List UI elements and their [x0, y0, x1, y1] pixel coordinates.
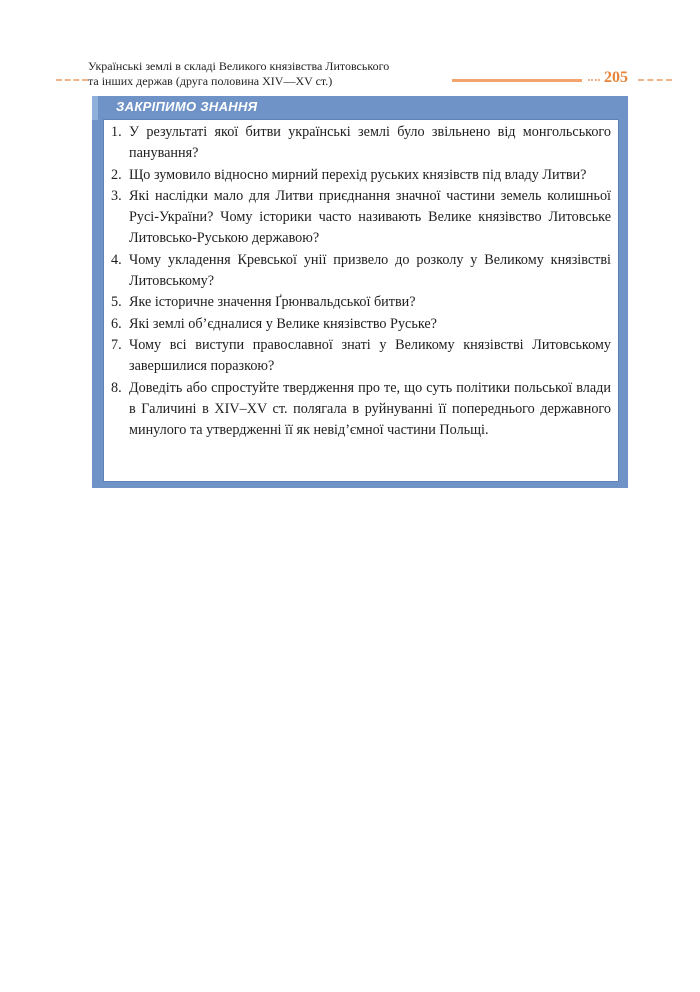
question-text: Які землі об’єдналися у Велике князівство Руське? — [129, 315, 437, 332]
question-item — [111, 335, 611, 378]
question-list — [111, 122, 611, 441]
question-text: Які наслідки мало для Литви приєднання значної частини земель колишньої Русі-України? Чому історики часто називають Велике князівство Литовське Литовсько-Руською державою? — [129, 187, 611, 247]
question-number: 7. — [111, 336, 122, 353]
running-header-line-1: Українські землі в складі Великого князівства Литовського — [88, 59, 390, 73]
question-number: 2. — [111, 166, 122, 183]
question-item — [111, 250, 611, 293]
header-rule-left — [56, 79, 88, 81]
running-header-title — [88, 59, 389, 89]
question-number: 5. — [111, 294, 122, 311]
question-text: У результаті якої битви українські землі було звільнено від монгольського панування? — [129, 124, 611, 162]
question-item — [111, 165, 611, 186]
question-number: 6. — [111, 315, 122, 332]
question-text: Чому укладення Кревської унії призвело до розколу у Великому князівстві Литовському? — [129, 251, 611, 290]
question-text: Чому всі виступи православної знаті у Великому князівстві Литовському завершилися поразкою? — [129, 336, 611, 375]
header-rule-dots — [588, 79, 600, 81]
header-rule-far-right — [638, 79, 672, 81]
review-box-heading: ЗАКРІПИМО ЗНАННЯ — [116, 99, 258, 114]
running-header-line-2: та інших держав (друга половина XIV—XV ст.) — [88, 74, 333, 88]
question-item — [111, 292, 611, 313]
question-number: 3. — [111, 187, 122, 204]
page-header — [0, 0, 700, 100]
header-rule-right — [452, 79, 582, 82]
question-item — [111, 314, 611, 335]
question-item — [111, 122, 611, 165]
page-number: 205 — [604, 69, 628, 86]
question-text: Що зумовило відносно мирний перехід руських князівств під владу Литви? — [129, 166, 587, 183]
question-number: 4. — [111, 251, 122, 268]
heading-accent-stripe — [92, 96, 98, 120]
question-number: 8. — [111, 379, 122, 396]
question-item — [111, 186, 611, 250]
review-box-heading-bar — [92, 96, 628, 120]
question-text: Яке історичне значення Ґрюнвальдської битви? — [129, 294, 416, 311]
question-number: 1. — [111, 124, 122, 140]
question-text: Доведіть або спростуйте твердження про те, що суть політики польської влади в Галичині в XIV–XV ст. полягала в руйнуванні її попереднього державного минулого та утвердженні її як невід’ємної частини Польщі. — [129, 379, 611, 439]
question-item — [111, 378, 611, 442]
